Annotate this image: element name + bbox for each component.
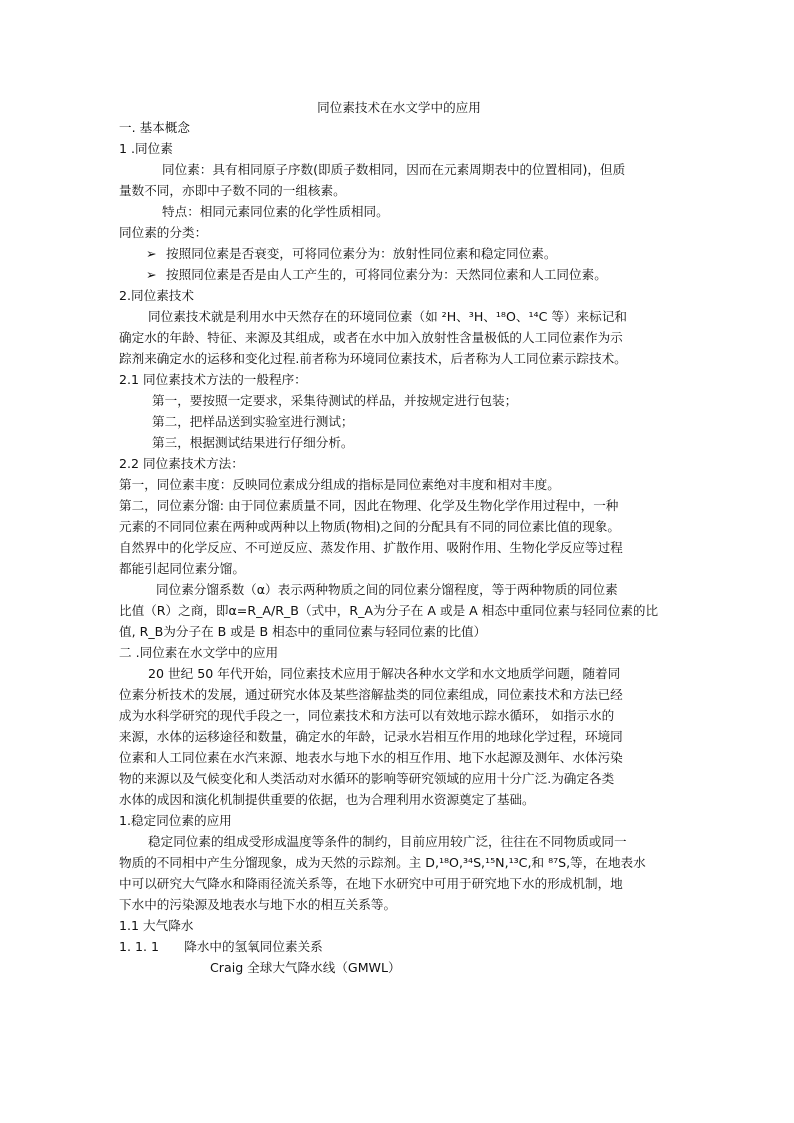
- list-item-text: 按照同位素是否衰变，可将同位素分为：放射性同位素和稳定同位素。: [166, 246, 557, 261]
- subsection-heading: 1.1 大气降水: [119, 918, 194, 933]
- list-item: [146, 266, 679, 284]
- section-heading: 一. 基本概念: [119, 120, 190, 135]
- paragraph-line: 比值（R）之商，即α=R_A/R_B（式中，R_A为分子在 A 或是 A 相态中重同位素与轻同位素的比: [119, 603, 659, 618]
- paragraph-line: 来源，水体的运移途径和数量，确定水的年龄，记录水岩相互作用的地球化学过程，环境同: [119, 729, 623, 744]
- paragraph-line: 第二，把样品送到实验室进行测试；: [152, 414, 354, 429]
- paragraph-line: 成为水科学研究的现代手段之一，同位素技术和方法可以有效地示踪水循环， 如指示水的: [119, 708, 615, 723]
- subsection-heading: 2.1 同位素技术方法的一般程序：: [119, 372, 307, 387]
- paragraph-line: 第三，根据测试结果进行仔细分析。: [152, 435, 354, 450]
- subsection-heading: 1. 1. 1 降水中的氢氧同位素关系: [119, 939, 323, 954]
- paragraph-line: 20 世纪 50 年代开始，同位素技术应用于解决各种水文学和水文地质学问题，随着同: [148, 666, 621, 681]
- paragraph-line: 同位素分馏系数（α）表示两种物质之间的同位素分馏程度，等于两种物质的同位素: [156, 582, 618, 597]
- paragraph-line: Craig 全球大气降水线（GMWL）: [210, 960, 401, 975]
- document-title: 同位素技术在水文学中的应用: [317, 100, 481, 115]
- paragraph-line: 值, R_B为分子在 B 或是 B 相态中的重同位素与轻同位素的比值）: [119, 624, 487, 639]
- paragraph-line: 同位素技术就是利用水中天然存在的环境同位素（如 ²H、³H、¹⁸O、¹⁴C 等）来标记和: [148, 309, 627, 324]
- paragraph-line: 特点：相同元素同位素的化学性质相同。: [162, 204, 389, 219]
- arrow-bullet-icon: ➢: [146, 267, 157, 282]
- section-heading: 二 .同位素在水文学中的应用: [119, 645, 279, 660]
- paragraph-line: 稳定同位素的组成受形成温度等条件的制约，目前应用较广泛，往往在不同物质或同一: [148, 834, 627, 849]
- paragraph-line: 下水中的污染源及地表水与地下水的相互关系等。: [119, 897, 397, 912]
- arrow-bullet-icon: ➢: [146, 246, 157, 261]
- subsection-heading: 2.同位素技术: [119, 288, 194, 303]
- paragraph-line: 中可以研究大气降水和降雨径流关系等，在地下水研究中可用于研究地下水的形成机制，地: [119, 876, 623, 891]
- paragraph-line: 物质的不同相中产生分馏现象，成为天然的示踪剂。主 D,¹⁸O,³⁴S,¹⁵N,¹³C,和 ⁸⁷S,等，在地表水: [119, 855, 646, 870]
- subsection-heading: 2.2 同位素技术方法：: [119, 456, 244, 471]
- subsection-heading: 1.稳定同位素的应用: [119, 813, 232, 828]
- paragraph-line: 踪剂来确定水的运移和变化过程.前者称为环境同位素技术，后者称为人工同位素示踪技术。: [119, 351, 627, 366]
- subsection-heading: 1 .同位素: [119, 141, 173, 156]
- paragraph-line: 位素分析技术的发展，通过研究水体及某些溶解盐类的同位素组成，同位素技术和方法已经: [119, 687, 623, 702]
- paragraph-line: 物的来源以及气候变化和人类活动对水循环的影响等研究领域的应用十分广泛.为确定各类: [119, 771, 615, 786]
- paragraph-line: 水体的成因和演化机制提供重要的依据，也为合理利用水资源奠定了基础。: [119, 792, 535, 807]
- paragraph-line: 都能引起同位素分馏。: [119, 561, 245, 576]
- paragraph-line: 位素和人工同位素在水汽来源、地表水与地下水的相互作用、地下水起源及测年、水体污染: [119, 750, 623, 765]
- paragraph-line: 元素的不同同位素在两种或两种以上物质(物相)之间的分配具有不同的同位素比值的现象。: [119, 519, 620, 534]
- paragraph-line: 同位素的分类：: [119, 225, 208, 240]
- paragraph-line: 第一，同位素丰度：反映同位素成分组成的指标是同位素绝对丰度和相对丰度。: [119, 477, 560, 492]
- paragraph-line: 同位素：具有相同原子序数(即质子数相同，因而在元素周期表中的位置相同)，但质: [162, 162, 626, 177]
- paragraph-line: 第一，要按照一定要求，采集待测试的样品，并按规定进行包装；: [152, 393, 518, 408]
- paragraph-line: 量数不同，亦即中子数不同的一组核素。: [119, 183, 346, 198]
- list-item-text: 按照同位素是否是由人工产生的，可将同位素分为：天然同位素和人工同位素。: [166, 267, 607, 282]
- paragraph-line: 第二，同位素分馏: 由于同位素质量不同，因此在物理、化学及生物化学作用过程中，一种: [119, 498, 619, 513]
- list-item: [146, 245, 679, 263]
- paragraph-line: 确定水的年龄、特征、来源及其组成，或者在水中加入放射性含量极低的人工同位素作为示: [119, 330, 623, 345]
- paragraph-line: 自然界中的化学反应、不可逆反应、蒸发作用、扩散作用、吸附作用、生物化学反应等过程: [119, 540, 623, 555]
